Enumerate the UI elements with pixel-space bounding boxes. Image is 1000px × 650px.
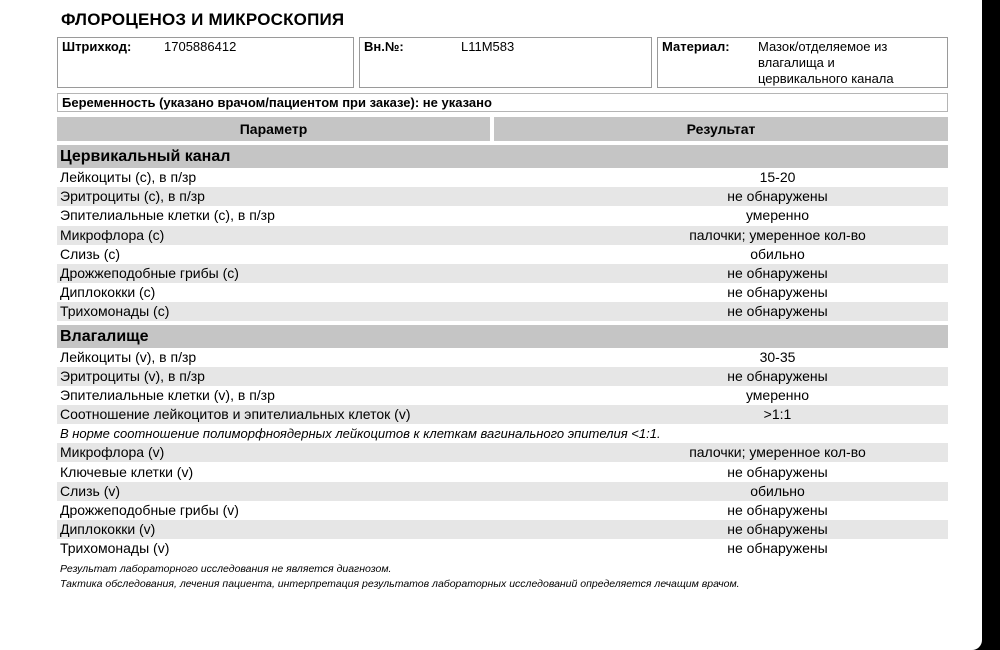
result-cell: не обнаружены xyxy=(727,521,828,537)
table-row xyxy=(57,386,948,405)
param-cell: Слизь (с) xyxy=(60,246,121,262)
param-cell: Дрожжеподобные грибы (v) xyxy=(60,502,239,518)
material-box xyxy=(657,37,948,88)
result-cell: не обнаружены xyxy=(727,265,828,281)
internal-number-value: L11M583 xyxy=(461,39,515,54)
param-cell: Диплококки (v) xyxy=(60,521,156,537)
section-cervical-canal: Цервикальный канал xyxy=(57,145,948,168)
table-row xyxy=(57,463,948,482)
param-cell: Эритроциты (v), в п/зр xyxy=(60,368,205,384)
pregnancy-status: Беременность (указано врачом/пациентом при заказе): не указано xyxy=(57,93,948,112)
result-cell: умеренно xyxy=(745,207,810,223)
material-label: Материал: xyxy=(662,39,730,54)
material-line: Мазок/отделяемое из xyxy=(758,39,888,54)
param-cell: Лейкоциты (с), в п/зр xyxy=(60,169,197,185)
result-cell: умеренно xyxy=(745,387,810,403)
param-cell: Трихомонады (с) xyxy=(60,303,170,319)
param-cell: Эпителиальные клетки (v), в п/зр xyxy=(60,387,275,403)
reference-note: В норме соотношение полиморфноядерных лейкоцитов к клеткам вагинального эпителия <1:1. xyxy=(60,426,661,441)
table-row xyxy=(57,264,948,283)
table-row xyxy=(57,187,948,206)
result-cell: не обнаружены xyxy=(727,188,828,204)
material-line: влагалища и xyxy=(758,55,835,70)
table-row xyxy=(57,302,948,321)
footer-disclaimer: Тактика обследования, лечения пациента, интерпретация результатов лабораторных исследований определяется лечащим врачом. xyxy=(60,578,740,590)
result-cell: не обнаружены xyxy=(727,464,828,480)
table-row xyxy=(57,168,948,187)
footer-disclaimer: Результат лабораторного исследования не является диагнозом. xyxy=(60,563,392,575)
table-row xyxy=(57,348,948,367)
table-row xyxy=(57,245,948,264)
result-cell: палочки; умеренное кол-во xyxy=(689,227,866,243)
result-cell: обильно xyxy=(750,483,805,499)
column-header-parameter: Параметр xyxy=(57,117,490,141)
table-row xyxy=(57,226,948,245)
param-cell: Слизь (v) xyxy=(60,483,121,499)
result-cell: палочки; умеренное кол-во xyxy=(689,444,866,460)
table-row xyxy=(57,539,948,558)
barcode-value: 1705886412 xyxy=(164,39,237,54)
result-cell: не обнаружены xyxy=(727,368,828,384)
table-row xyxy=(57,283,948,302)
param-cell: Лейкоциты (v), в п/зр xyxy=(60,349,197,365)
param-cell: Трихомонады (v) xyxy=(60,540,170,556)
param-cell: Дрожжеподобные грибы (с) xyxy=(60,265,239,281)
param-cell: Микрофлора (с) xyxy=(60,227,165,243)
result-cell: >1:1 xyxy=(763,406,792,422)
section-vagina: Влагалище xyxy=(57,325,948,348)
table-row xyxy=(57,443,948,462)
result-cell: обильно xyxy=(750,246,805,262)
table-row xyxy=(57,405,948,424)
result-cell: не обнаружены xyxy=(727,540,828,556)
internal-number-label: Вн.№: xyxy=(364,39,404,54)
barcode-box xyxy=(57,37,354,88)
result-cell: 30-35 xyxy=(759,349,796,365)
param-cell: Диплококки (с) xyxy=(60,284,156,300)
report-title: ФЛОРОЦЕНОЗ И МИКРОСКОПИЯ xyxy=(61,10,345,29)
column-header-result: Результат xyxy=(494,117,948,141)
material-value xyxy=(758,39,894,87)
table-row xyxy=(57,367,948,386)
result-cell: не обнаружены xyxy=(727,284,828,300)
table-row xyxy=(57,206,948,225)
result-cell: не обнаружены xyxy=(727,303,828,319)
param-cell: Эпителиальные клетки (с), в п/зр xyxy=(60,207,275,223)
internal-number-box xyxy=(359,37,652,88)
table-row xyxy=(57,520,948,539)
table-row xyxy=(57,482,948,501)
param-cell: Соотношение лейкоцитов и эпителиальных клеток (v) xyxy=(60,406,411,422)
table-row xyxy=(57,501,948,520)
barcode-label: Штрихкод: xyxy=(62,39,132,54)
param-cell: Микрофлора (v) xyxy=(60,444,165,460)
param-cell: Ключевые клетки (v) xyxy=(60,464,194,480)
param-cell: Эритроциты (с), в п/зр xyxy=(60,188,205,204)
result-cell: 15-20 xyxy=(759,169,796,185)
result-cell: не обнаружены xyxy=(727,502,828,518)
material-line: цервикального канала xyxy=(758,71,894,86)
